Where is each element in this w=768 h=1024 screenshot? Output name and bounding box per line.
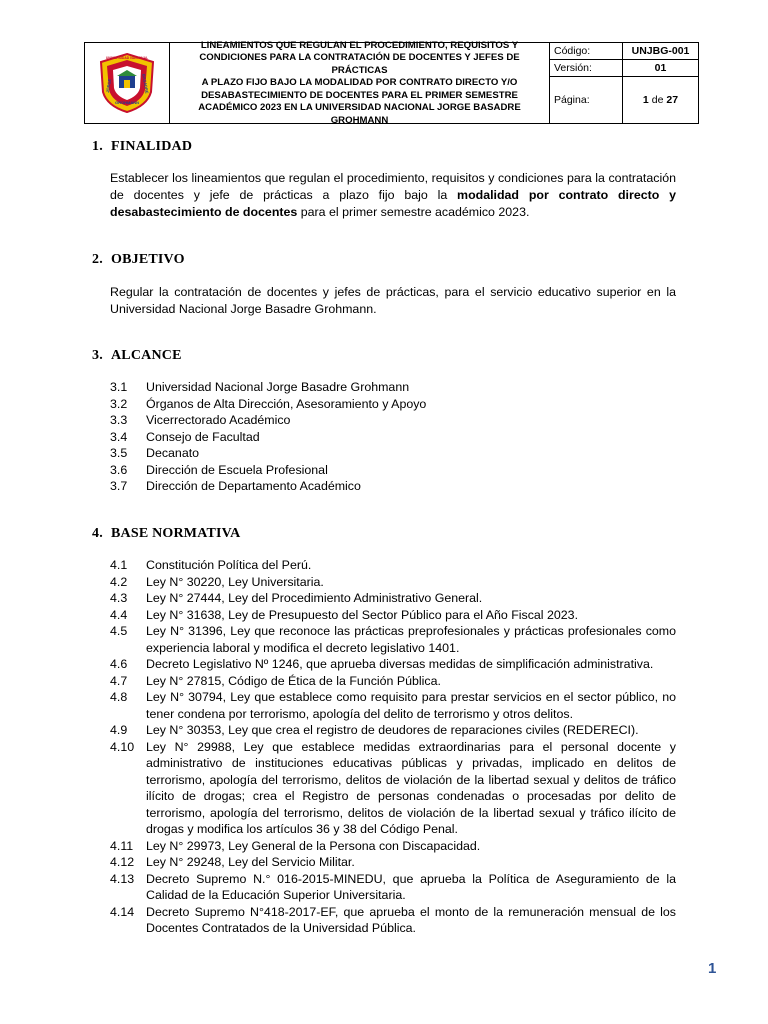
item-number: 3.2 [110, 396, 128, 411]
document-header-table [84, 42, 699, 124]
logo-cell [85, 43, 170, 123]
item-number: 3.6 [110, 462, 128, 477]
list-item [110, 656, 676, 673]
item-text: Dirección de Escuela Profesional [146, 462, 328, 477]
pagina-row [550, 77, 698, 123]
base-normativa-list [110, 557, 676, 937]
university-seal-icon [97, 52, 157, 114]
title-line: CONDICIONES PARA LA CONTRATACIÓN DE DOCENTES Y JEFES DE PRÁCTICAS [199, 52, 520, 76]
item-number: 4.9 [110, 723, 128, 737]
list-item [110, 590, 676, 607]
list-item [110, 429, 676, 446]
item-text: Ley N° 31396, Ley que reconoce las prácticas preprofesionales y prácticas profesionales como experiencia laboral y modifica el decreto legislativo 1401. [146, 624, 676, 655]
finalidad-paragraph [110, 170, 676, 221]
item-text: Decreto Supremo N.° 016-2015-MINEDU, que aprueba la Política de Aseguramiento de la Calidad de la Educación Superior Universitaria. [146, 871, 676, 902]
item-number: 4.2 [110, 574, 128, 589]
pagina-of: de [651, 94, 664, 106]
list-item [110, 557, 676, 574]
item-number: 4.1 [110, 558, 128, 572]
logo-text-bottom: GROHMANN [115, 100, 139, 105]
list-item [110, 739, 676, 838]
title-line: GROHMANN [330, 114, 389, 126]
item-text: Universidad Nacional Jorge Basadre Grohmann [146, 380, 410, 394]
list-item [110, 445, 676, 462]
list-item [110, 379, 676, 396]
pagina-label: Página: [550, 77, 623, 123]
codigo-label: Código: [550, 43, 623, 59]
section-title: BASE NORMATIVA [111, 526, 241, 541]
list-item [110, 574, 676, 591]
item-text: Ley N° 27444, Ley del Procedimiento Administrativo General. [146, 591, 483, 605]
document-meta [550, 43, 698, 123]
item-number: 4.4 [110, 607, 128, 622]
codigo-value: UNJBG-001 [631, 45, 690, 57]
version-row [550, 60, 698, 77]
item-number: 4.10 [110, 739, 135, 754]
item-text: Ley N° 30220, Ley Universitaria. [146, 574, 324, 589]
section-heading-alcance [92, 348, 182, 364]
section-number: 4. [92, 526, 103, 541]
pagina-current: 1 [642, 94, 649, 106]
item-text: Ley N° 29248, Ley del Servicio Militar. [146, 855, 355, 869]
list-item [110, 904, 676, 937]
list-item [110, 871, 676, 904]
version-value: 01 [654, 62, 667, 74]
item-number: 4.6 [110, 657, 128, 671]
pagina-total: 27 [666, 94, 679, 106]
pagina-value [623, 77, 698, 123]
item-number: 4.11 [110, 838, 134, 853]
item-text: Consejo de Facultad [146, 429, 260, 444]
codigo-row [550, 43, 698, 60]
item-text: Ley N° 27815, Código de Ética de la Función Pública. [146, 673, 441, 688]
item-text: Ley N° 29973, Ley General de la Persona con Discapacidad. [146, 838, 481, 853]
item-number: 3.1 [110, 380, 128, 394]
list-item [110, 462, 676, 479]
item-number: 4.12 [110, 855, 135, 869]
item-text: Órganos de Alta Dirección, Asesoramiento y Apoyo [146, 396, 427, 411]
item-number: 3.7 [110, 479, 128, 493]
item-text: Decreto Supremo N°418-2017-EF, que aprueba el monto de la remuneración mensual de los Docentes Contratados de la Universidad Pública. [146, 904, 676, 935]
section-heading-finalidad [92, 139, 192, 155]
title-line: LINEAMIENTOS QUE REGULAN EL PROCEDIMIENTO, REQUISITOS Y [200, 40, 519, 52]
item-text: Decreto Legislativo Nº 1246, que aprueba diversas medidas de simplificación administrativa. [146, 657, 654, 671]
section-title: FINALIDAD [111, 139, 193, 154]
logo-text-top: UNIVERSIDAD NACIONAL [105, 56, 149, 60]
logo-text-right: BASADRE [141, 73, 150, 94]
version-label: Versión: [550, 60, 623, 76]
item-number: 3.5 [110, 446, 128, 460]
document-title [170, 40, 550, 126]
item-text: Constitución Política del Perú. [146, 558, 312, 572]
page-number: 1 [708, 960, 717, 977]
list-item [110, 607, 676, 624]
item-number: 4.13 [110, 871, 135, 886]
item-number: 4.14 [110, 904, 135, 919]
list-item [110, 396, 676, 413]
section-title: OBJETIVO [111, 252, 185, 267]
item-text: Dirección de Departamento Académico [146, 479, 361, 493]
alcance-list [110, 379, 676, 495]
objetivo-paragraph: Regular la contratación de docentes y jefes de prácticas, para el servicio educativo superior en la Universidad Nacional Jorge Basadre Grohmann. [110, 285, 676, 316]
finalidad-text-end: para el primer semestre académico 2023. [297, 205, 530, 219]
item-text: Ley N° 30353, Ley que crea el registro de deudores de reparaciones civiles (REDERECI). [146, 723, 639, 737]
item-number: 4.5 [110, 624, 128, 638]
title-line: ACADÉMICO 2023 EN LA UNIVERSIDAD NACIONAL JORGE BASADRE [198, 102, 521, 114]
finalidad-bold-text: modalidad por contrato directo y desabastecimiento de docentes [110, 188, 677, 219]
item-number: 4.8 [110, 690, 128, 704]
logo-text-left: JORGE [104, 78, 113, 94]
item-text: Decanato [146, 446, 200, 460]
list-item [110, 854, 676, 871]
item-number: 3.4 [110, 429, 128, 444]
section-number: 1. [92, 139, 103, 154]
item-text: Ley N° 30794, Ley que establece como requisito para prestar servicios en el sector público, no tener condena por terrorismo, apología del delito de terrorismo y otros delitos. [146, 690, 676, 721]
title-line: A PLAZO FIJO BAJO LA MODALIDAD POR CONTRATO DIRECTO Y/O [201, 77, 518, 89]
item-number: 4.7 [110, 673, 128, 688]
item-text: Ley N° 29988, Ley que establece medidas extraordinarias para el personal docente y administrativo de instituciones educativas públicas y privadas, implicado en delitos de terrorismo, apología del terrorismo, delitos de violación de la libertad sexual y delitos de tráfico ilícito de drogas; crea el Registro de personas condenadas o procesadas por delito de terrorismo, apología del terrorismo, delitos de violación de la libertad sexual y tráfico ilícito de drogas y modifica los artículos 36 y 38 del Código Penal. [146, 739, 676, 836]
list-item [110, 689, 676, 722]
item-number: 4.3 [110, 591, 128, 605]
list-item [110, 838, 676, 855]
list-item [110, 478, 676, 495]
section-number: 2. [92, 252, 103, 267]
item-number: 3.3 [110, 413, 128, 427]
finalidad-text: Establecer los lineamientos que regulan el procedimiento, requisitos y condiciones para la contratación de docentes y jefe de prácticas a plazo fijo bajo la [110, 171, 676, 202]
list-item [110, 673, 676, 690]
section-number: 3. [92, 348, 103, 363]
title-line: DESABASTECIMIENTO DE DOCENTES PARA EL PRIMER SEMESTRE [201, 89, 518, 101]
list-item [110, 623, 676, 656]
section-heading-base-normativa [92, 526, 240, 542]
item-text: Ley N° 31638, Ley de Presupuesto del Sector Público para el Año Fiscal 2023. [146, 607, 579, 622]
item-text: Vicerrectorado Académico [146, 413, 291, 427]
list-item [110, 722, 676, 739]
section-title: ALCANCE [111, 348, 182, 363]
list-item [110, 412, 676, 429]
section-heading-objetivo [92, 252, 185, 268]
